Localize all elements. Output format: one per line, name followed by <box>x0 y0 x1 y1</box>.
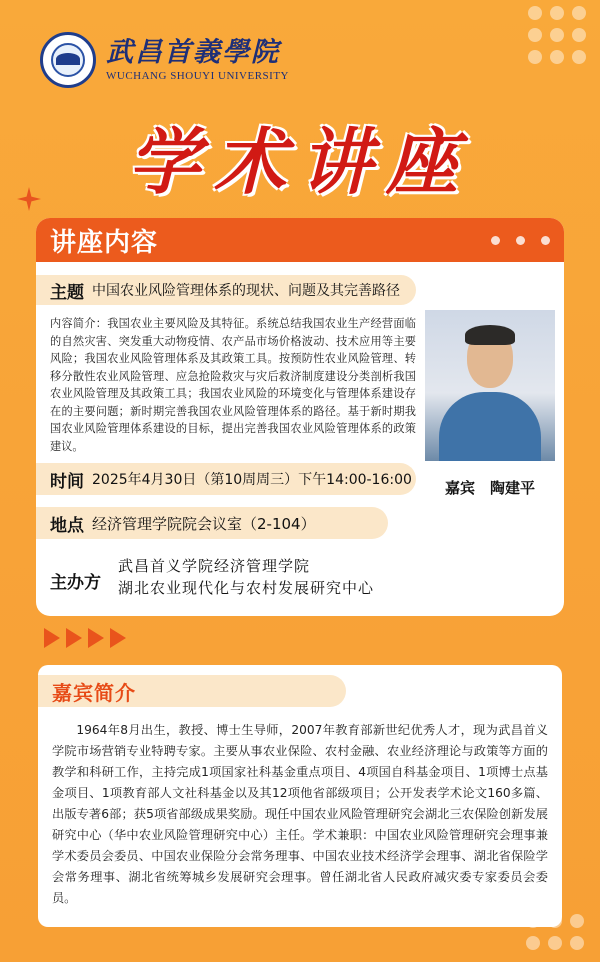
decorative-dots-top <box>528 6 586 64</box>
topic-bar <box>36 275 416 305</box>
host-label: 主办方 <box>50 573 101 593</box>
intro-text: 内容简介：我国农业主要风险及其特征。系统总结我国农业生产经营面临的自然灾害、突发重大动物疫情、农产品市场价格波动、技术应用等主要风险；我国农业风险管理体系及其政策工具。按预防性农业风险管理、转移分散性农业风险管理、应急抢险救灾与灾后救济制度建设分类剖析我国农业风险管理及其政策工具；我国农业风险的环境变化与管理体系建设存在的主要问题；新时期完善我国农业风险管理体系的路径。基于新时期我国农业风险管理体系建设的目标，提出完善我国农业风险管理体系的政策建议。 <box>50 317 416 453</box>
decorative-dots-bottom <box>526 914 584 950</box>
host-item: 湖北农业现代化与农村发展研究中心 <box>118 579 375 597</box>
time-label: 时间 <box>50 471 84 492</box>
section-title: 讲座内容 <box>50 227 159 258</box>
university-seal-icon <box>40 32 96 88</box>
place-label: 地点 <box>50 515 84 536</box>
topic-text: 中国农业风险管理体系的现状、问题及其完善路径 <box>92 283 400 299</box>
place-text: 经济管理学院院会议室（2-104） <box>92 514 316 533</box>
university-logo <box>40 32 289 88</box>
lecture-content-card <box>36 218 564 616</box>
guest-caption: 嘉宾 陶建平 <box>444 479 535 497</box>
logo-chinese-name: 武昌首義學院 <box>106 37 280 68</box>
poster-title: 学术讲座 <box>127 119 472 204</box>
host-item: 武昌首义学院经济管理学院 <box>118 557 311 575</box>
guest-photo <box>425 310 555 461</box>
bio-header <box>38 675 346 707</box>
header-dots <box>491 236 550 245</box>
time-text: 2025年4月30日（第10周周三）下午14:00-16:00 <box>92 472 412 488</box>
arrow-decoration-icon <box>44 628 126 648</box>
time-bar <box>36 463 416 495</box>
lecture-content-header <box>36 218 564 262</box>
topic-label: 主题 <box>50 282 84 303</box>
bio-text: 1964年8月出生，教授、博士生导师，2007年教育部新世纪优秀人才，现为武昌首义学院市场营销专业特聘专家。主要从事农业保险、农村金融、农业经济理论与政策等方面的教学和科研工作，主持完成1项国家社科基金重点项目、4项国自科基金项目、1项博士点基金项目、1项教育部人文社科基金以及其12项他省部级项目；公开发表学术论文160多篇、出版专著6部；获5项省部级成果奖励。现任中国农业风险管理研究会湖北三农保险创新发展研究中心（华中农业风险管理研究中心）主任。学术兼职：中国农业风险管理研究会理事兼学术委员会委员、中国农业保险分会常务理事、中国农业技术经济学会理事、湖北省保险学会常务理事、湖北省统筹城乡发展研究会理事。曾任湖北省人民政府减灾委专家委员会委员。 <box>52 723 548 905</box>
place-bar <box>36 507 388 539</box>
logo-english-name: WUCHANG SHOUYI UNIVERSITY <box>106 70 289 82</box>
host-list <box>118 555 374 599</box>
guest-bio-card <box>38 665 562 927</box>
bio-title: 嘉宾简介 <box>52 680 136 705</box>
